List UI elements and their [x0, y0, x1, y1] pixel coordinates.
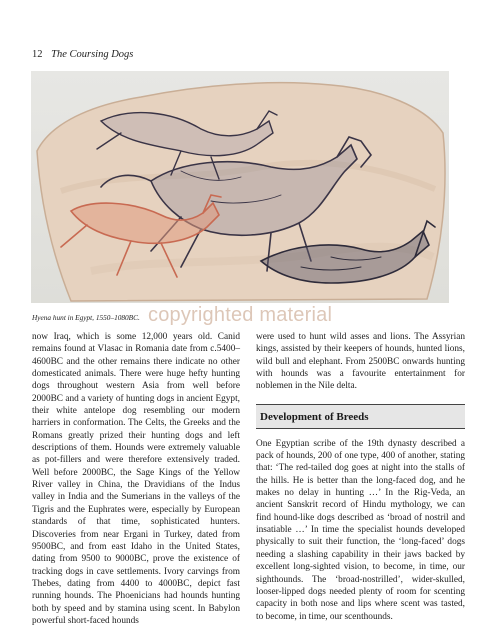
- hyena-hunt-photo: [31, 71, 449, 303]
- copyright-watermark: copyrighted material: [148, 304, 333, 326]
- running-title: The Coursing Dogs: [51, 49, 134, 60]
- right-column: [256, 331, 465, 623]
- left-column: [32, 331, 240, 627]
- body-paragraph-right-1: were used to hunt wild asses and lions. The Assyrian kings, assisted by their keepers of hounds, hunted lions, wild bull and elephant. From 2500BC onwards hunting with hounds was a favourite entertainment for noblemen in the Nile delta.: [256, 332, 465, 392]
- body-paragraph-right-2: One Egyptian scribe of the 19th dynasty described a pack of hounds, 200 of one type, 400 of another, stating that: ‘The red-tailed dog goes at night into the stalls of the hills. He is better than the long-faced dog, and he makes no delay in hunting …’ In the Rig-Veda, an ancient Sanskrit record of Hindu mythology, we can find hound-like dogs described as ‘broad of nostril and insatiable …’ In time the specialist hounds developed physically to suit their function, the ‘long-faced’ dogs needing a slashing capability in their jaws backed by excellent long-sighted vision, to become, in time, our sighthounds. The ‘broad-nostrilled’, wider-skulled, looser-lipped dogs needed plenty of room for scenting capacity in both nose and lips where scent was tasted, to become, in time, our scenthounds.: [256, 438, 465, 622]
- figure-caption: Hyena hunt in Egypt, 1550–1080BC.: [32, 313, 140, 322]
- ostracon-illustration: [31, 71, 449, 303]
- running-header: [32, 49, 133, 60]
- body-paragraph-left: now Iraq, which is some 12,000 years old. Canid remains found at Vlasac in Romania date from c.5400–4600BC and the other remains there indicate no other domesticated animals. There were huge hefty hunting dogs throughout western Asia from well before 2000BC and a variety of hunting dogs in ancient Egypt, their white antelope dog resembling our modern harriers in conformation. The Celts, the Greeks and the Romans greatly prized their hunting dogs and left descriptions of them. Hounds were extremely valuable as pot-fillers and were therefore extensively traded. Well before 2000BC, the Sage Kings of the Yellow River valley in China, the Dravidians of the Indus valley in India and the Sumerians in the valleys of the Tigris and the Euphrates were, especially by European standards of that time, sophisticated hunters. Discoveries from near Ergani in Turkey, dated from 9500BC, and from east Idaho in the United States, dating from 9500 to 9000BC, prove the existence of tracking dogs in cave settlements. Ivory carvings from Thebes, dating from 4400 to 4000BC, depict fast running hounds. The Phoenicians had hounds hunting both by speed and by stamina using scent. In Babylon powerful short-faced hounds: [32, 332, 240, 626]
- section-heading: Development of Breeds: [256, 404, 465, 429]
- page-number: 12: [32, 49, 43, 60]
